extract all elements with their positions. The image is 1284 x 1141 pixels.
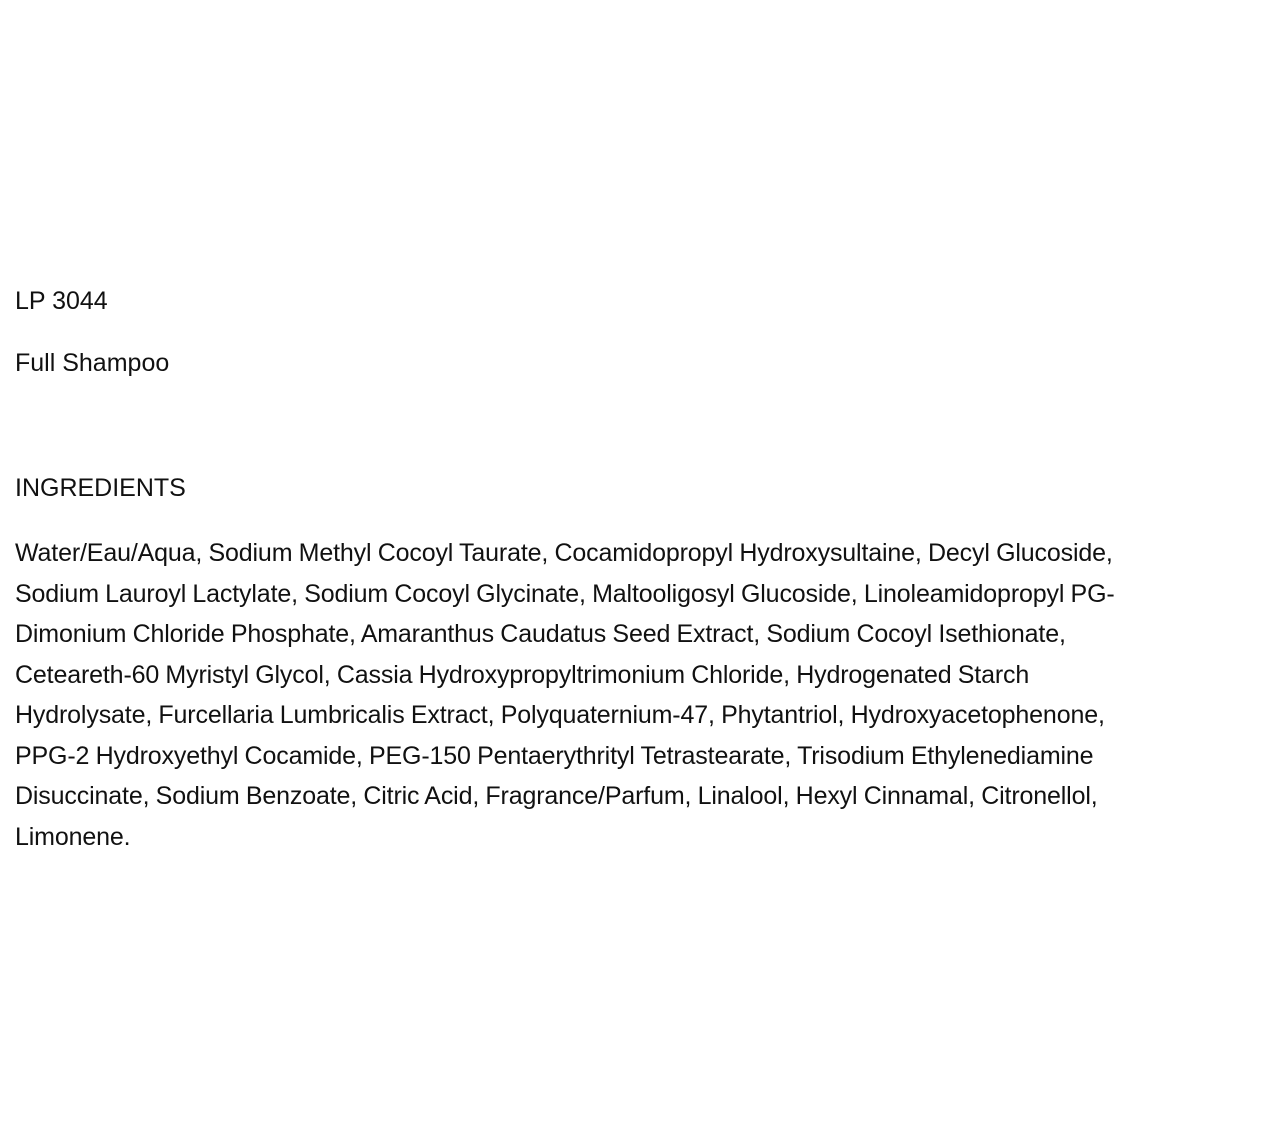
ingredients-line: Dimonium Chloride Phosphate, Amaranthus Caudatus Seed Extract, Sodium Cocoyl Isethionate, — [15, 620, 1066, 648]
ingredients-line: Disuccinate, Sodium Benzoate, Citric Acid, Fragrance/Parfum, Linalool, Hexyl Cinnamal, Citronellol, — [15, 782, 1098, 810]
ingredients-line: Limonene. — [15, 822, 131, 851]
product-name: Full Shampoo — [15, 349, 170, 377]
ingredients-list — [15, 533, 1277, 857]
document-page — [15, 284, 1277, 857]
ingredients-line: Ceteareth-60 Myristyl Glycol, Cassia Hydroxypropyltrimonium Chloride, Hydrogenated Starch — [15, 660, 1030, 689]
product-code: LP 3044 — [15, 287, 108, 315]
ingredients-heading: INGREDIENTS — [15, 474, 186, 502]
ingredients-line: Hydrolysate, Furcellaria Lumbricalis Extract, Polyquaternium-47, Phytantriol, Hydroxyacetophenone, — [15, 701, 1105, 729]
ingredients-line: Sodium Lauroyl Lactylate, Sodium Cocoyl Glycinate, Maltooligosyl Glucoside, Linoleamidopropyl PG- — [15, 579, 1115, 608]
ingredients-line: Water/Eau/Aqua, Sodium Methyl Cocoyl Taurate, Cocamidopropyl Hydroxysultaine, Decyl Glucoside, — [15, 539, 1113, 567]
ingredients-line: PPG-2 Hydroxyethyl Cocamide, PEG-150 Pentaerythrityl Tetrastearate, Trisodium Ethylenediamine — [15, 741, 1094, 770]
